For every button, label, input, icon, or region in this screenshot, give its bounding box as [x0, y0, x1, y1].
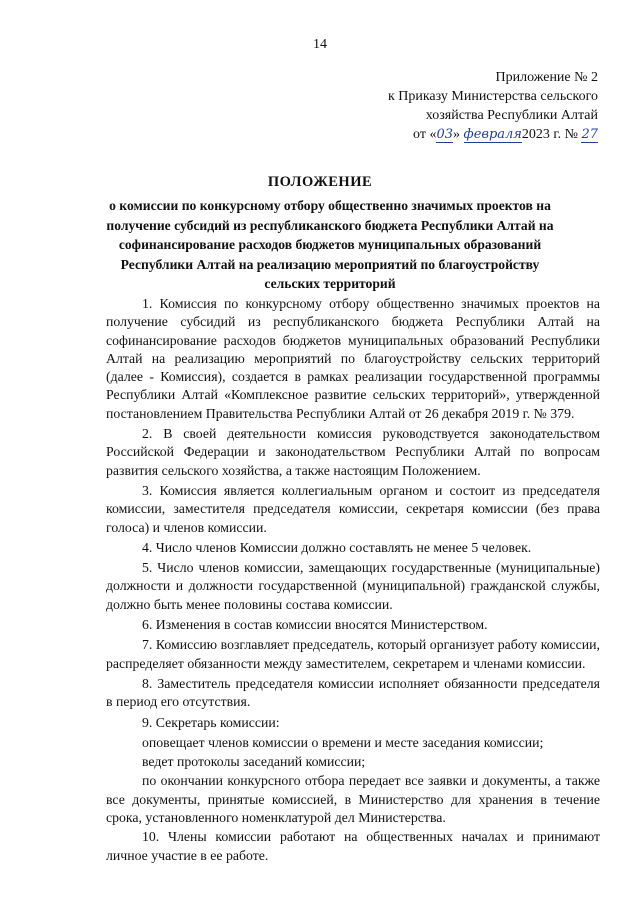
annex-header: [388, 68, 598, 144]
date-mid: »: [453, 127, 461, 142]
paragraph-4: 4. Число членов Комиссии должно составлять не менее 5 человек.: [142, 539, 532, 555]
annex-date-line: [388, 125, 598, 144]
paragraph-7: 7. Комиссию возглавляет председатель, который организует работу комиссии, распределяет обязанности между заместителем, секретарем и членами комиссии.: [106, 637, 600, 671]
paragraph-2: 2. В своей деятельности комиссия руководствуется законодательством Российской Федерации и законодательством Республики Алтай по вопросам развития сельского хозяйства, а также настоящим Положением.: [106, 426, 600, 478]
document-title: ПОЛОЖЕНИЕ: [267, 174, 373, 190]
handwritten-number: 27: [581, 127, 598, 142]
document-body: [106, 295, 600, 867]
date-year: 2023 г. №: [521, 127, 578, 142]
paragraph-9: 9. Секретарь комиссии:: [142, 714, 280, 730]
paragraph-1: 1. Комиссия по конкурсному отбору общественно значимых проектов на получение субсидий из республиканского бюджета Республики Алтай на софинансирование расходов бюджетов муниципальных образований Республики Алтай на реализацию мероприятий по благоустройству сельских территорий (далее - Комиссия), создается в рамках реализации государственной программы Республики Алтай «Комплексное развитие сельских территорий», утвержденной постановлением Правительства Республики Алтай от 26 декабря 2019 г. № 379.: [106, 296, 600, 421]
date-prefix: от «: [413, 127, 437, 142]
page-number: 14: [313, 37, 327, 52]
paragraph-9-item-1: оповещает членов комиссии о времени и месте заседания комиссии;: [142, 734, 544, 750]
annex-order-line: к Приказу Министерства сельского: [387, 89, 598, 104]
paragraph-5: 5. Число членов комиссии, замещающих государственные (муниципальные) должности и должности государственной (муниципальной) гражданской службы, должно быть менее половины состава комиссии.: [106, 560, 600, 612]
paragraph-8: 8. Заместитель председателя комиссии исполняет обязанности председателя в период его отсутствия.: [106, 675, 600, 710]
annex-title: Приложение № 2: [495, 70, 598, 85]
paragraph-9-item-2: ведет протоколы заседаний комиссии;: [142, 754, 366, 770]
paragraph-6: 6. Изменения в состав комиссии вносятся Министерством.: [142, 617, 488, 633]
paragraph-10: 10. Члены комиссии работают на общественных началах и принимают личное участие в ее работе.: [106, 829, 600, 863]
document-subtitle: о комиссии по конкурсному отбору общественно значимых проектов на получение субсидий из республиканского бюджета Республики Алтай на софинансирование расходов бюджетов муниципальных образований Республики Алтай на реализацию мероприятий по благоустройству сельских территорий: [106, 198, 554, 291]
annex-ministry-line: хозяйства Республики Алтай: [425, 108, 598, 123]
handwritten-month: февраля: [463, 127, 522, 142]
paragraph-3: 3. Комиссия является коллегиальным органом и состоит из председателя комиссии, заместителя председателя комиссии, секретаря комиссии (без права голоса) и членов комиссии.: [106, 482, 600, 535]
handwritten-day: 03: [436, 127, 454, 142]
paragraph-9-item-3: по окончании конкурсного отбора передает все заявки и документы, а также все документы, принятые комиссией, в Министерство для хранения в течение срока, установленного номенклатурой дел Министерства.: [106, 773, 600, 826]
